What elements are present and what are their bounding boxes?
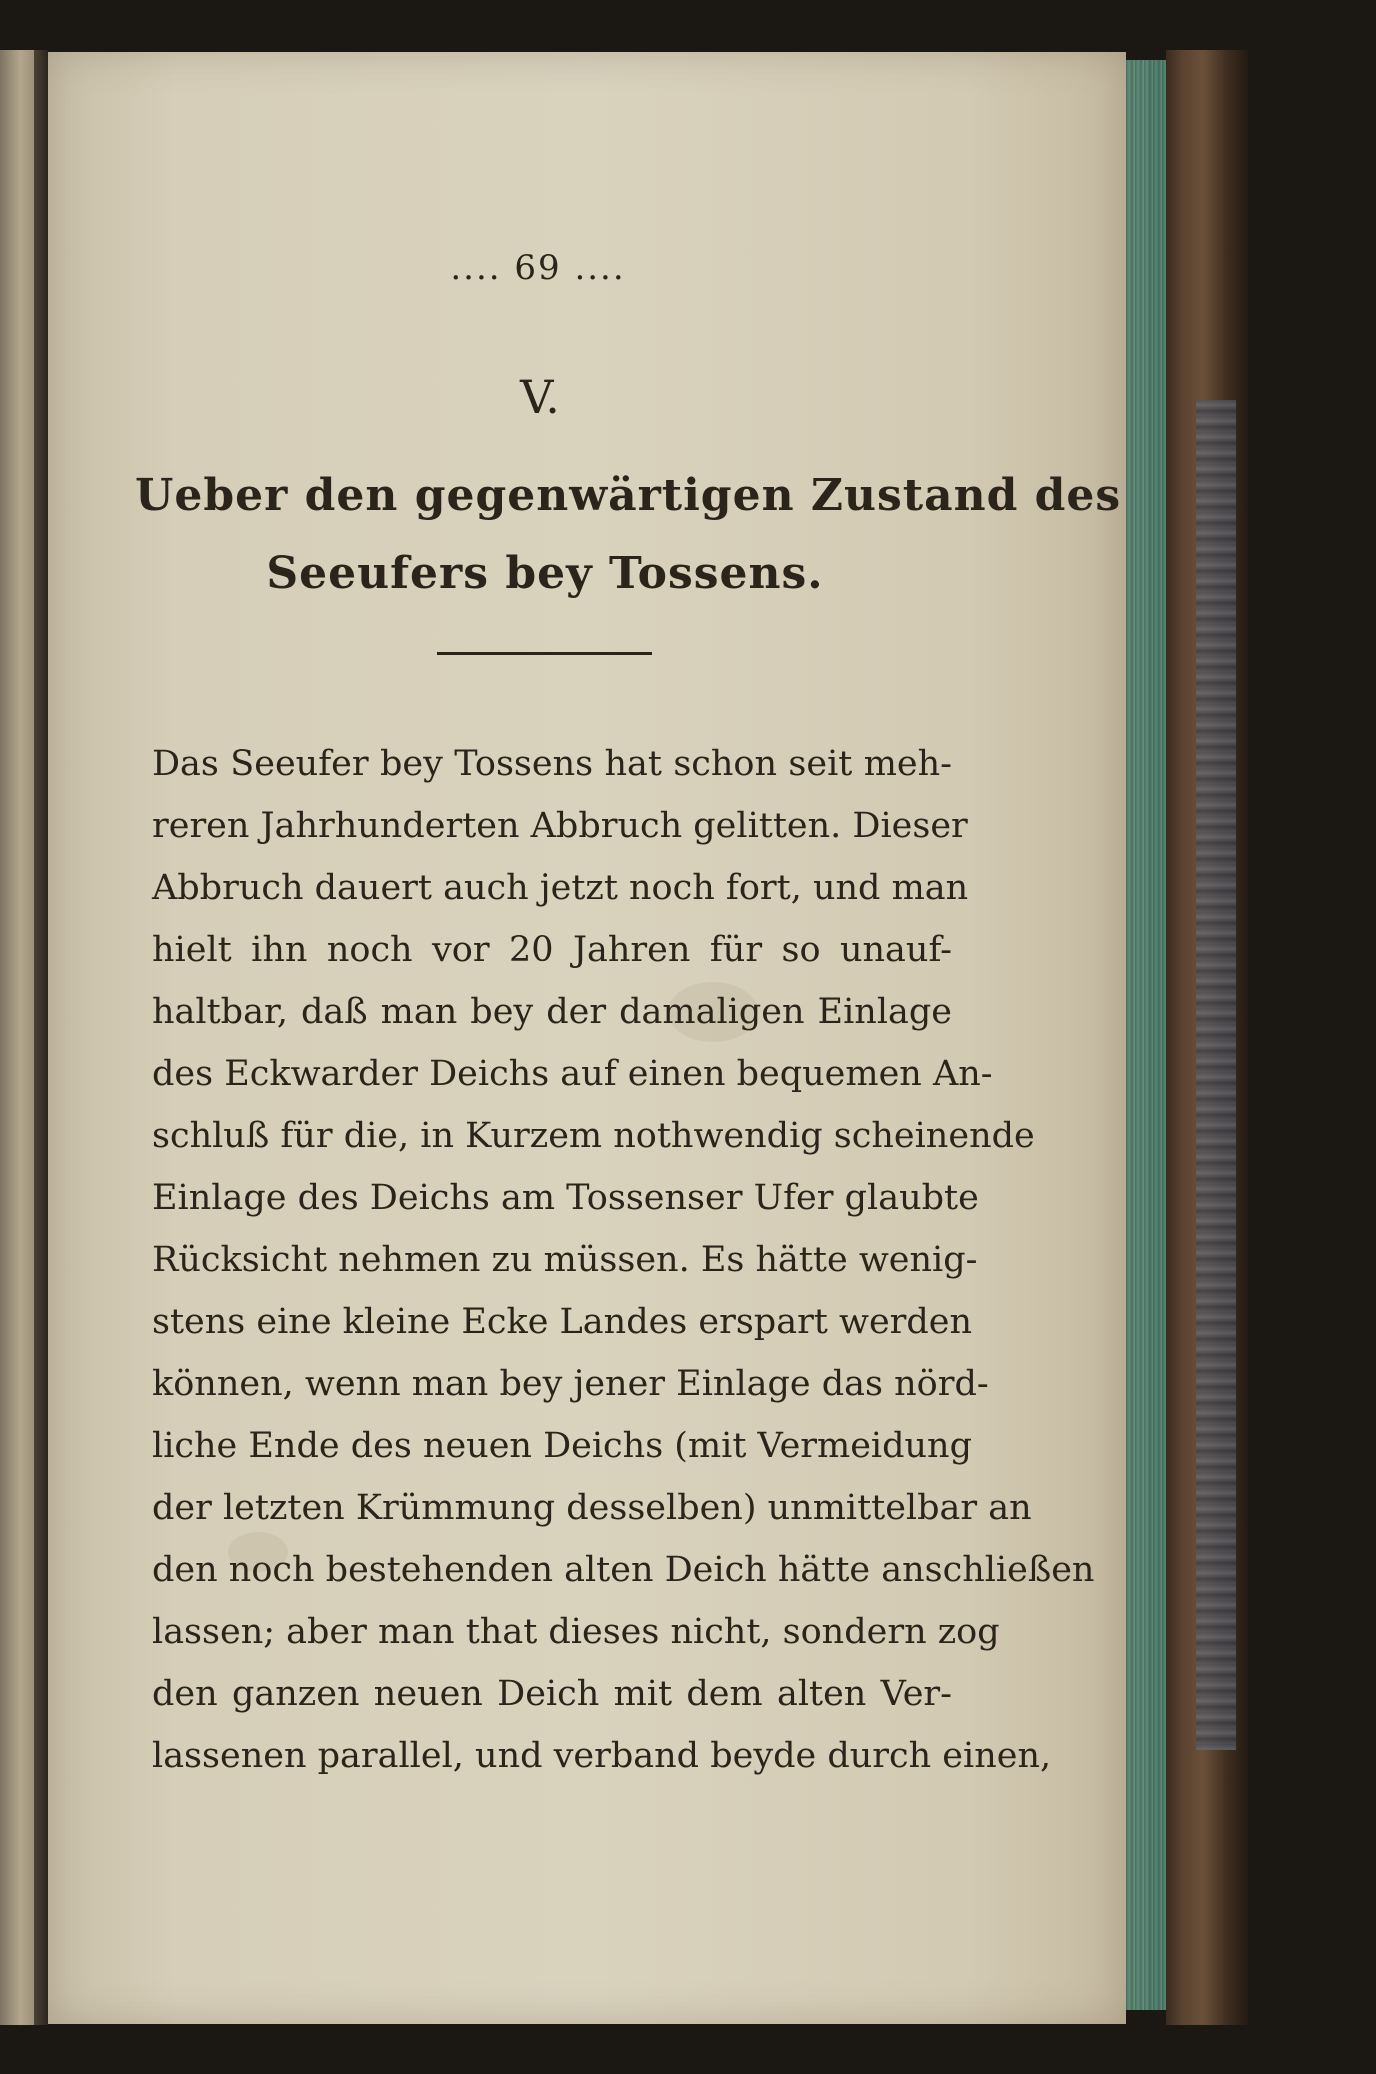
chapter-heading-line-2: Seeufers bey Tossens.: [266, 548, 824, 599]
body-line: schluß für die, in Kurzem nothwendig scheinende: [152, 1116, 1035, 1156]
heading-divider-rule: [437, 652, 652, 655]
chapter-numeral: V.: [520, 370, 560, 424]
body-line: stens eine kleine Ecke Landes erspart werden: [152, 1302, 973, 1342]
page-number: .... 69 ....: [450, 248, 626, 288]
previous-page-edge: [0, 50, 34, 2025]
body-line: lassen; aber man that dieses nicht, sondern zog: [152, 1612, 1000, 1652]
body-line: hielt ihn noch vor 20 Jahren für so unauf-: [152, 930, 952, 970]
book-gutter: [34, 50, 48, 2025]
body-line: Rücksicht nehmen zu müssen. Es hätte wenig-: [152, 1240, 978, 1280]
green-fore-edge: [1126, 60, 1166, 2010]
body-line: haltbar, daß man bey der damaligen Einlage: [152, 992, 952, 1032]
body-line: den ganzen neuen Deich mit dem alten Ver-: [152, 1674, 952, 1714]
body-line: reren Jahrhunderten Abbruch gelitten. Dieser: [152, 806, 968, 846]
chapter-heading-line-1: Ueber den gegenwärtigen Zustand des: [135, 470, 1122, 521]
body-line: Abbruch dauert auch jetzt noch fort, und man: [152, 868, 969, 908]
body-line: liche Ende des neuen Deichs (mit Vermeidung: [152, 1426, 973, 1466]
body-text: [152, 733, 1095, 1787]
body-line: des Eckwarder Deichs auf einen bequemen An-: [152, 1054, 993, 1094]
body-line: der letzten Krümmung desselben) unmittelbar an: [152, 1488, 1032, 1528]
body-line: den noch bestehenden alten Deich hätte anschließen: [152, 1550, 1095, 1590]
marbled-cover: [1196, 400, 1236, 1750]
body-line: Einlage des Deichs am Tossenser Ufer glaubte: [152, 1178, 979, 1218]
body-line: lassenen parallel, und verband beyde durch einen,: [152, 1736, 1052, 1776]
body-line: Das Seeufer bey Tossens hat schon seit meh-: [152, 744, 952, 784]
body-line: können, wenn man bey jener Einlage das nörd-: [152, 1364, 989, 1404]
